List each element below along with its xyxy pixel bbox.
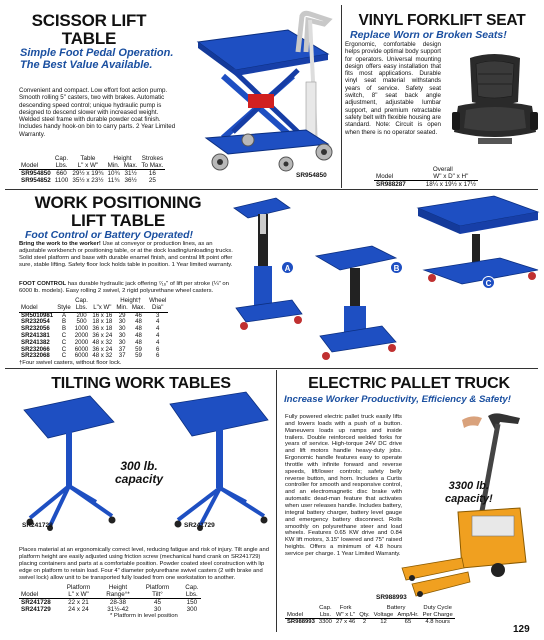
table-row	[374, 181, 478, 189]
table-cell: 36 x 18	[92, 325, 113, 333]
foot-control-text: has durable hydraulic jack offering ⁷⁄₁₆" of lift per stroke (¼" on 6000 lb. models). Easy rolling 2 swivel, 2 rigid polyurethane wheel casters.	[19, 281, 229, 294]
callout-b: B	[390, 261, 403, 274]
scissor-title-line1: SCISSOR LIFT	[31, 11, 147, 30]
pallet-capacity	[445, 480, 493, 506]
table-header: Range°*	[92, 591, 132, 599]
scissor-subtitle-line1: Simple Foot Pedal Operation.	[20, 47, 174, 59]
table-cell: 29½ x 19¾	[72, 170, 104, 177]
table-cell: SR232056	[21, 325, 50, 333]
table-header: Lbs.	[73, 305, 91, 312]
table-header: Platform	[145, 584, 170, 591]
table-cell: 30	[153, 606, 161, 613]
tilting-capacity-line2: capacity	[115, 472, 164, 486]
table-header: Height†	[120, 297, 142, 304]
table-header: Model	[374, 173, 408, 181]
vertical-divider-bottom	[276, 370, 277, 632]
table-header	[19, 155, 53, 162]
table-cell: SR241728	[21, 599, 51, 606]
table-row	[19, 599, 201, 607]
table-cell: SR988993	[287, 619, 315, 626]
table-cell: B	[61, 325, 67, 333]
scissor-subtitle-line2: The Best Value Available.	[20, 59, 153, 71]
table-header: Dia"	[147, 305, 168, 312]
pallet-capacity-line2: capacity!	[445, 493, 493, 505]
table-header: Platform	[66, 584, 91, 591]
table-cell: 30	[118, 331, 126, 339]
positioning-description-1	[19, 241, 234, 269]
table-cell: 2000	[74, 338, 89, 346]
table-header: Wheel	[149, 297, 167, 304]
table-header: Overall	[432, 166, 453, 173]
table-cell: 4.8 hours	[425, 619, 450, 626]
table-cell: SR241382	[21, 338, 50, 346]
table-cell: 6	[156, 352, 160, 360]
table-cell: 16	[148, 170, 156, 177]
table-header: Table	[80, 155, 96, 162]
pallet-subtitle: Increase Worker Productivity, Efficiency & Safety!	[284, 394, 511, 405]
positioning-lead-text: Use at conveyor or production lines, as an adjustable workbench or positioning table, or at the dock loading/unloading trucks. Solid steel platform and base with durable enamel finish, and central lift point offer sure, stable lifting. Safety floor lock holds table in position. 1 Year limited warranty.	[19, 241, 233, 268]
table-cell: SR241729	[21, 606, 51, 613]
pallet-description: Fully powered electric pallet truck easily lifts and lowers loads with a push of a button. Maneuvers loads up ramps and inside trailers. Double reinforced welded forks for years of service. High-torque 24V DC drive and lift motors handle heavy-duty jobs. Ergonomic handle features easy to operate throttle with infinite forward and reverse speeds, lift/lower controls; safety belly reverse button, and horn. Includes a Curtis controller for smooth and responsive control, and an electromagnetic disc brake with automatic dead-man feature that activates when user releases handle. Includes battery, integral battery charger, battery level gauge and emergency battery disconnect. Rolls smoothly on polyurethane steer and load wheels. Features 0.65 KW drive and 0.84 KW lift motors, 3.15" lowered and 75" raised heights. Offers a minimum of 4.8 hours service per charge. 1 Year Limited Warranty.	[285, 414, 402, 557]
pallet-spec-table	[285, 605, 455, 626]
tilting-footnote: * Platform in level position	[110, 613, 178, 619]
table-header: Max.	[131, 303, 146, 311]
positioning-title	[18, 194, 218, 230]
scissor-image-sku: SR954850	[296, 172, 327, 179]
tilting-sku-right: SR241729	[184, 522, 215, 529]
tilting-description: Places material at an ergonomically correct level, reducing fatigue and risk of injury. Tilt angle and platform height are easily adjusted using friction screw (mechanical hand crank on SR241729) placing containers and parts at a comfortable position. Powder coated steel construction with lip edge on platform to retain load. Four 4" diameter polyurethane swivel casters (2 with brake and swivel lock) allow unit to be transported fully loaded from one workstation to another.	[19, 547, 269, 581]
table-cell: 2	[362, 619, 367, 626]
table-header	[357, 605, 371, 612]
tilting-table-header-row1	[19, 584, 201, 591]
table-cell: 48	[135, 331, 142, 339]
table-header: Lbs.	[53, 162, 71, 170]
table-row	[19, 177, 165, 184]
vinyl-subtitle: Replace Worn or Broken Seats!	[350, 29, 507, 41]
table-cell: 59	[135, 345, 142, 353]
table-header: Model	[19, 591, 53, 599]
table-header: Voltage	[373, 611, 394, 618]
scissor-lift-image	[178, 12, 338, 180]
table-cell: 48	[135, 318, 142, 326]
tilting-capacity-line1: 300 lb.	[120, 459, 158, 473]
tilting-spec-table	[19, 584, 201, 613]
table-cell: 36 x 24	[92, 331, 113, 339]
table-cell: SR5010981	[21, 311, 54, 319]
table-cell: 4	[156, 318, 160, 326]
table-cell: 150	[186, 599, 198, 606]
table-header: Model	[19, 162, 53, 170]
table-header: Cap.	[319, 605, 332, 611]
foot-control-bold: FOOT CONTROL	[19, 281, 67, 287]
positioning-subtitle: Foot Control or Battery Operated!	[25, 229, 194, 241]
table-cell: 30	[118, 325, 126, 333]
vinyl-title: VINYL FORKLIFT SEAT	[358, 12, 526, 29]
horizontal-divider-lower	[5, 368, 538, 369]
table-header: Min.	[105, 162, 121, 170]
scissor-description: Convenient and compact. Low effort foot action pump. Smooth rolling 5" casters, two with brakes. Automatic descending speed control; unique hydraulic pump is designed to descend slower with increased weight. Welded steel frame with durable powder coat finish. Includes handy hook-on bin to carry parts. 2 Year Limited Warranty.	[19, 87, 176, 138]
table-cell: 660	[56, 170, 67, 177]
table-cell: 45	[153, 599, 161, 606]
positioning-footnote: †Four swivel casters, without floor lock.	[19, 360, 122, 366]
scissor-spec-table	[19, 155, 165, 184]
table-header: Tilt°	[132, 591, 171, 599]
table-header: Cap.	[54, 155, 69, 162]
table-cell: C	[61, 345, 67, 353]
table-cell: 30	[118, 318, 126, 326]
table-cell: 200	[76, 311, 87, 319]
table-cell: 31½-42	[107, 606, 129, 613]
positioning-spec-table	[19, 298, 168, 360]
table-cell: 24 x 24	[68, 606, 89, 613]
table-header: Amp/Hr.	[397, 611, 419, 618]
table-header: L" x W"	[70, 162, 105, 170]
pallet-truck-image	[402, 412, 540, 602]
vertical-divider-top	[341, 5, 342, 188]
table-cell: 4	[156, 338, 160, 346]
table-cell: 25	[148, 177, 156, 184]
table-header: L" x W"	[53, 591, 92, 599]
table-cell: 2000	[74, 331, 89, 339]
table-header: Per Charge	[422, 611, 453, 618]
table-cell: 48 x 32	[92, 338, 113, 346]
table-cell: 18 x 18	[92, 318, 113, 326]
table-cell: 48 x 32	[92, 352, 113, 360]
positioning-table-body	[19, 312, 168, 360]
positioning-title-line2: LIFT TABLE	[71, 211, 165, 230]
table-cell: 48	[135, 325, 142, 333]
tilting-table-header-row2	[19, 591, 201, 599]
table-header: Fork	[339, 605, 352, 611]
table-cell: 4	[156, 331, 160, 339]
tilting-title: TILTING WORK TABLES	[51, 375, 231, 392]
table-cell: 16 x 16	[92, 311, 113, 319]
table-cell: SR954852	[21, 177, 51, 184]
table-header: Height	[108, 584, 128, 591]
table-cell: 12	[380, 619, 387, 626]
table-cell: 6000	[74, 352, 89, 360]
callout-a: A	[281, 261, 294, 274]
positioning-lead-bold: Bring the work to the worker!	[19, 241, 101, 247]
table-cell: 18¼ x 19½ x 17½	[425, 181, 476, 188]
table-header	[285, 605, 317, 612]
table-row	[19, 606, 201, 613]
table-cell: C	[61, 352, 67, 360]
table-header: Min.	[116, 303, 128, 311]
table-cell: 22 x 21	[68, 599, 89, 606]
table-cell: 35½ x 23½	[72, 177, 104, 184]
table-header: Cap.	[75, 297, 88, 304]
pallet-title: ELECTRIC PALLET TRUCK	[308, 375, 510, 392]
table-cell: 48	[135, 338, 142, 346]
positioning-table-header-row2	[19, 305, 168, 312]
table-cell: SR241381	[21, 331, 50, 339]
table-cell: 500	[76, 318, 87, 326]
table-cell: 37	[118, 345, 126, 353]
callout-c: C	[482, 276, 495, 289]
table-header: Lbs.	[317, 612, 334, 619]
scissor-table-header-row1	[19, 155, 165, 162]
page-number: 129	[513, 624, 530, 635]
table-header	[374, 166, 408, 173]
table-cell: B	[61, 318, 67, 326]
table-header: W" x D" x H"	[408, 173, 478, 181]
scissor-subtitle	[20, 47, 190, 71]
table-header: To Max.	[141, 162, 164, 169]
vinyl-table-header-row1	[374, 166, 478, 173]
vinyl-description: Ergonomic, comfortable design helps provide optimal body support for operators. Universal mounting design offers easy installation that fits most applications. Durable vinyl seat material withstands years of service. Safety seat switch, 8" seat back angle adjustment, adjustable lumbar support, and premium retractable safety belt with flexible housing are standard. Note: Circuit is open when there is no operator seated.	[345, 41, 441, 136]
positioning-description-2	[19, 281, 234, 295]
table-header: Battery	[386, 605, 406, 611]
table-header: Lbs.	[171, 591, 200, 599]
forklift-seat-image	[448, 50, 540, 150]
table-header: Cap.	[185, 584, 199, 591]
table-row	[19, 170, 165, 178]
pallet-image-sku: SR988993	[376, 594, 407, 601]
table-cell: 3300	[318, 619, 332, 626]
pallet-capacity-line1: 3300 lb.	[448, 480, 490, 492]
table-cell: 65	[404, 619, 412, 626]
table-cell: 29	[118, 311, 126, 319]
table-cell: 36 x 24	[92, 345, 113, 353]
table-cell: 37	[118, 352, 126, 360]
table-header: Model	[19, 305, 55, 312]
table-cell: 30	[118, 338, 126, 346]
table-header: Model	[285, 612, 317, 619]
table-cell: 11¾	[107, 177, 120, 184]
table-cell: 4	[156, 325, 160, 333]
table-cell: 31½	[124, 170, 137, 177]
table-cell: 36½	[124, 177, 137, 184]
vinyl-table-header-row2	[374, 173, 478, 181]
table-cell: C	[61, 338, 67, 346]
pallet-table-header-row2	[285, 612, 455, 619]
table-cell: 1000	[74, 325, 89, 333]
table-header: Height	[113, 155, 132, 162]
table-header: Qty.	[359, 611, 370, 618]
table-cell: SR954850	[21, 170, 51, 177]
table-header: Strokes	[141, 155, 164, 162]
tilting-capacity	[115, 460, 163, 486]
scissor-title-line2: TABLE	[61, 29, 117, 48]
table-cell: SR232066	[21, 345, 50, 353]
table-cell: 6	[156, 345, 160, 353]
table-header: Style	[57, 303, 71, 311]
vinyl-spec-table	[374, 166, 478, 188]
table-cell: C	[61, 331, 67, 339]
table-cell: 46	[135, 311, 142, 319]
horizontal-divider-mid	[5, 189, 538, 190]
table-cell: 300	[186, 606, 198, 613]
table-cell: 10¾	[107, 170, 120, 177]
table-cell: SR232054	[21, 318, 50, 326]
table-cell: 3	[156, 311, 160, 319]
table-header: L"x W"	[90, 305, 114, 312]
table-cell: 6000	[74, 345, 89, 353]
positioning-title-line1: WORK POSITIONING	[34, 193, 202, 212]
table-cell: 1100	[54, 177, 69, 184]
table-cell: 27 x 46	[335, 619, 356, 626]
table-cell: SR232068	[21, 352, 50, 360]
table-cell: 28-38	[109, 599, 127, 606]
scissor-title	[8, 12, 170, 48]
table-header	[19, 584, 53, 591]
table-cell: A	[61, 311, 67, 319]
table-cell: 59	[135, 352, 142, 360]
pallet-table-header-row1	[285, 605, 455, 612]
table-cell: SR988287	[376, 181, 406, 188]
table-header: Duty Cycle	[423, 605, 452, 611]
table-row	[285, 619, 455, 626]
table-header: Max.	[123, 162, 138, 169]
scissor-table-header-row2	[19, 162, 165, 170]
table-header: W" x L"	[334, 612, 357, 619]
tilting-sku-left: SR241728	[22, 522, 53, 529]
